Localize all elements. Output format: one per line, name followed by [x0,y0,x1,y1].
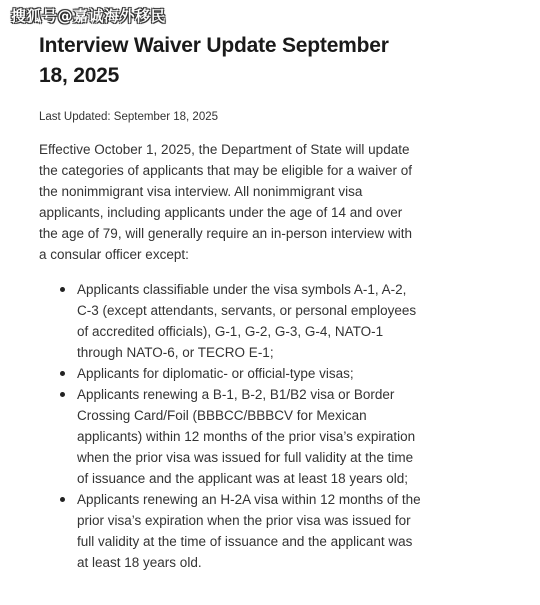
intro-paragraph: Effective October 1, 2025, the Department of State will update the categories of applicants that may be eligible for a waiver of the nonimmigrant visa interview. All nonimmigrant visa applicants, including applicants under the age of 14 and over the age of 79, will generally require an in-person interview with a consular officer except: [39,142,412,262]
exceptions-list [39,279,421,573]
bullet-icon [60,497,65,502]
list-item [77,489,421,573]
list-item-text: Applicants classifiable under the visa symbols A-1, A-2, C-3 (except attendants, servants, or personal employees of accredited officials), G-1, G-2, G-3, G-4, NATO-1 through NATO-6, or TECRO E-1; [77,282,417,360]
list-item [77,384,421,489]
watermark: 搜狐号@嘉诚海外移民 [11,7,167,25]
list-item-text: Applicants renewing a B-1, B-2, B1/B2 visa or Border Crossing Card/Foil (BBBCC/BBBCV for Mexican applicants) within 12 months of the prior visa’s expiration when the prior visa was issued for full validity at the time of issuance and the applicant was at least 18 years old; [77,387,416,486]
bullet-icon [60,287,65,292]
last-updated: Last Updated: September 18, 2025 [39,111,219,123]
list-item [77,363,421,384]
article [39,31,421,573]
page-title: Interview Waiver Update September 18, 2025 [39,34,389,87]
bullet-icon [60,371,65,376]
list-item-text: Applicants for diplomatic- or official-type visas; [77,366,354,381]
list-item-text: Applicants renewing an H-2A visa within 12 months of the prior visa’s expiration when the prior visa was issued for full validity at the time of issuance and the applicant was at least 18 years old. [77,492,421,570]
list-item [77,279,421,363]
bullet-icon [60,392,65,397]
